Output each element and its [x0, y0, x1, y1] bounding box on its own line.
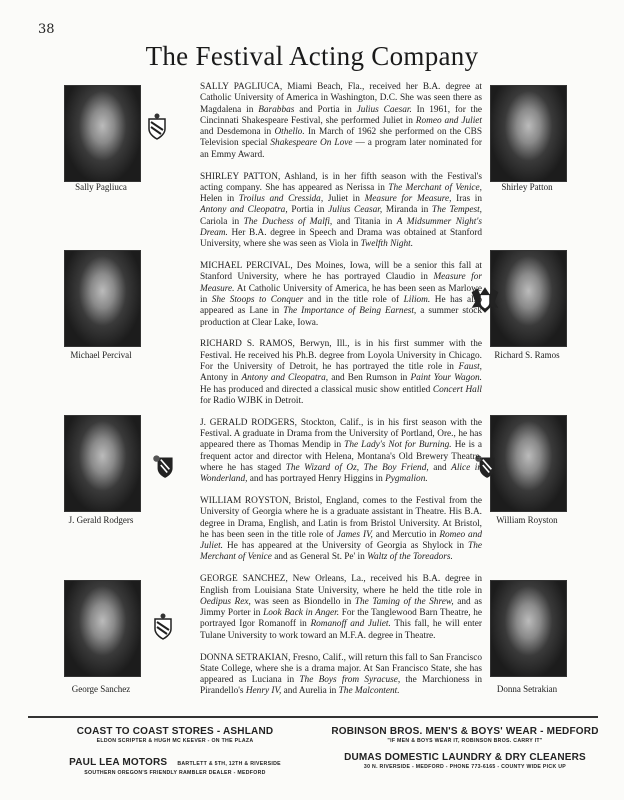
work-title: The Merchant of Venice [200, 541, 482, 563]
work-title: The Boys from Syracuse, [299, 675, 401, 686]
photo-gerald-rodgers [64, 415, 141, 512]
ad-subtext: "IF MEN & BOYS WEAR IT, ROBINSON BROS. CARRY IT" [387, 738, 543, 744]
bio-text: Helen in [200, 194, 239, 205]
bio-text: for Radio WJBK in Detroit. [200, 395, 304, 406]
bio-text: He is a frequent actor and director with Helena, Montana's Old Brewery Theatre, where he has staged [200, 440, 482, 473]
work-title: Liliom. [403, 295, 431, 306]
bio-text: He has also appeared as Lane in [200, 295, 482, 317]
ad-coast-to-coast [30, 726, 320, 745]
work-title: A Midsummer Night's Dream. [200, 216, 482, 239]
work-title: The Taming of the Shrew, [354, 596, 454, 607]
ad-name: ROBINSON BROS. MEN'S & BOYS' WEAR - MEDFORD [331, 726, 599, 737]
bio-text: and as Jimmy Porter in [200, 596, 482, 619]
bio-text: In 1961, for the Cincinnati Shakespeare Festival, she performed Juliet in [200, 104, 482, 126]
work-title: Look Back in Anger. [263, 608, 340, 619]
bio-text: This fall, he will enter Tulane University to work toward an M.F.A. degree in Theatre. [200, 619, 482, 641]
bio-text: For the Tanglewood Barn Theatre, he portrayed Igor Romanoff in [200, 608, 482, 630]
work-title: The Merchant of Venice, [388, 182, 482, 193]
bio-text: Antony in [200, 373, 242, 384]
ad-name: DUMAS DOMESTIC LAUNDRY & DRY CLEANERS [344, 752, 586, 763]
photo-shirley-patton [490, 85, 567, 182]
bio-text: the Marchioness in Pirandello's [200, 675, 482, 697]
work-title: Romeo and Juliet [415, 115, 483, 126]
caption: Michael Percival [70, 350, 132, 360]
bio-text: and Titania in [332, 216, 397, 227]
bio-text: and Aurelia in [281, 686, 339, 697]
photo-george-sanchez [64, 580, 141, 677]
work-title: Barabbas [258, 104, 295, 115]
bio-text: He has produced and directed a classical music show entitled [200, 384, 433, 395]
bio-text: MICHAEL PERCIVAL, Des Moines, Iowa, will be a senior this fall at Stanford University, where he has portrayed Claudio in [200, 261, 482, 283]
biographies-column [200, 82, 482, 708]
ad-subtext: SOUTHERN OREGON'S FRIENDLY RAMBLER DEALER - MEDFORD [84, 770, 266, 776]
caption: Shirley Patton [501, 182, 553, 192]
bio-paragraph [200, 418, 482, 486]
work-title: Antony and Cleopatra, [200, 205, 288, 216]
bio-text: a summer stock production at Clear Lake, Iowa. [200, 306, 482, 328]
bio-text: J. GERALD RODGERS, Stockton, Calif., is in his first season with the Festival. A graduate in Drama from the University of Portland, Ore., he has appeared there as Thomas Mendip in [200, 417, 482, 451]
work-title: Twelfth Night. [360, 239, 414, 250]
caption: William Royston [496, 515, 558, 525]
work-title: Alice in Wonderland, [200, 462, 482, 485]
work-title: Julius Caesar. [356, 104, 412, 115]
work-title: Romanoff and Juliet. [310, 619, 391, 630]
bio-text: and has portrayed Henry Higgins in [247, 474, 386, 485]
work-title: Antony and Cleopatra, [241, 373, 329, 384]
bio-text: and Ben Rumson in [328, 373, 411, 384]
caption: Richard S. Ramos [494, 350, 560, 360]
bio-text: At Catholic University of America, he has been seen as Marlowe in [200, 283, 482, 306]
caption: Sally Pagliuca [75, 182, 127, 192]
bio-text: and [428, 462, 452, 473]
ad-paul-lea-motors [30, 752, 320, 777]
bio-text: Miranda in [382, 205, 432, 216]
bio-text: and as General St. Pe' in [271, 552, 368, 563]
bio-text: — a program later nominated for an Emmy Award. [200, 138, 482, 160]
work-title: Faust, [458, 362, 482, 373]
work-title: Julius Ceasar, [328, 205, 383, 216]
work-title: Romeo and Juliet. [200, 529, 482, 552]
caption: J. Gerald Rodgers [68, 515, 134, 525]
bio-text: Portia in [287, 205, 329, 216]
ad-name: COAST TO COAST STORES - ASHLAND [76, 726, 274, 737]
bio-text: DONNA SETRAKIAN, Fresno, Calif., will return this fall to San Francisco State College, where she is a drama major. At San Francisco State, she has appeared as Luciana in [200, 652, 482, 686]
bio-text: Her B.A. degree in Speech and Drama was obtained at Stanford University, where she was seen as Viola in [200, 228, 482, 250]
ad-address: BARTLETT & 5TH, 12TH & RIVERSIDE [177, 761, 281, 767]
bio-text: and in the title role of [303, 295, 404, 306]
bio-text: He has appeared at the University of Georgia as Shylock in [222, 541, 469, 552]
work-title: Troilus and Cressida, [238, 194, 324, 205]
bio-text: SHIRLEY PATTON, Ashland, is in her fifth season with the Festival's acting company. She has appeared as Nerissa in [200, 171, 482, 193]
bio-text: and Mercutio in [372, 529, 440, 540]
caption: Donna Setrakian [496, 684, 558, 694]
caption: George Sanchez [71, 684, 131, 694]
photo-michael-percival [64, 250, 141, 347]
work-title: Measure for Measure, [364, 194, 452, 205]
work-title: The Importance of Being Earnest, [283, 306, 417, 317]
work-title: Shakespeare On Love [270, 138, 353, 149]
crest-icon [152, 613, 174, 641]
work-title: Oedipus Rex, [200, 596, 251, 607]
bio-paragraph [200, 172, 482, 251]
bio-paragraph [200, 653, 482, 698]
crest-icon [146, 113, 168, 141]
work-title: Waltz of the Toreadors. [367, 552, 453, 563]
page-number: 38 [38, 22, 55, 37]
photo-sally-pagliuca [64, 85, 141, 182]
work-title: James IV, [336, 529, 373, 540]
photo-richard-ramos [490, 250, 567, 347]
ad-dumas-laundry [320, 752, 610, 771]
work-title: Pygmalion. [385, 474, 428, 485]
bio-text: RICHARD S. RAMOS, Berwyn, Ill., is in his first summer with the Festival. He received his Ph.B. degree from Loyola University in Chicago. For the University of Detroit, he has portrayed the title role in [200, 339, 482, 373]
photo-william-royston [490, 415, 567, 512]
work-title: The Tempest, [431, 205, 482, 216]
crest-icon [150, 450, 178, 480]
bio-text: Cariola in [200, 216, 244, 227]
bio-text: and Portia in [294, 104, 357, 115]
bio-paragraph [200, 496, 482, 564]
bio-paragraph [200, 82, 482, 161]
work-title: Concert Hall [432, 384, 482, 395]
bio-text: SALLY PAGLIUCA, Miami Beach, Fla., received her B.A. degree at Catholic University of America in Washington, D.C. She was seen there as Magdalena in [200, 82, 482, 115]
bio-text: In March of 1962 she performed on the CBS Television special [200, 127, 482, 149]
work-title: The Wizard of Oz, The Boy Friend, [285, 462, 429, 473]
ad-name: PAUL LEA MOTORS [69, 757, 168, 768]
bio-paragraph [200, 261, 482, 329]
bio-text: and Desdemona in [200, 127, 275, 138]
bio-paragraph [200, 339, 482, 407]
ad-subtext: 30 N. RIVERSIDE - MEDFORD - PHONE 773-6165 - COUNTY WIDE PICK UP [363, 764, 567, 770]
work-title: The Duchess of Malfi, [243, 216, 333, 227]
work-title: Othello. [274, 127, 305, 138]
photo-donna-setrakian [490, 580, 567, 677]
ad-subtext: ELDON SCRIPTER & HUGH MC KEEVER - ON THE PLAZA [96, 738, 254, 744]
work-title: Measure for Measure. [200, 272, 483, 294]
work-title: Henry IV, [245, 686, 282, 697]
bio-text: WILLIAM ROYSTON, Bristol, England, comes to the Festival from the University of Georgia where he is a graduate assistant in Theatre. His B.A. degree in Drama, English, and Latin is from Bristol University. At Bristol, he has been seen in the title role of [200, 496, 482, 540]
ad-robinson-bros [320, 726, 610, 745]
bio-text: was seen as Biondello in [250, 596, 355, 607]
bio-text: Juliet in [323, 194, 365, 205]
bio-paragraph [200, 574, 482, 642]
work-title: The Lady's Not for Burning. [344, 440, 452, 451]
page-title: The Festival Acting Company [145, 41, 479, 71]
divider [28, 716, 598, 718]
work-title: She Stoops to Conquer [211, 295, 304, 306]
work-title: The Malcontent. [338, 686, 400, 697]
bio-text: GEORGE SANCHEZ, New Orleans, La., received his B.A. degree in English from Louisiana State University, where he held the title role in [200, 574, 482, 596]
work-title: Paint Your Wagon. [410, 373, 482, 384]
bio-text: Iras in [451, 194, 482, 205]
